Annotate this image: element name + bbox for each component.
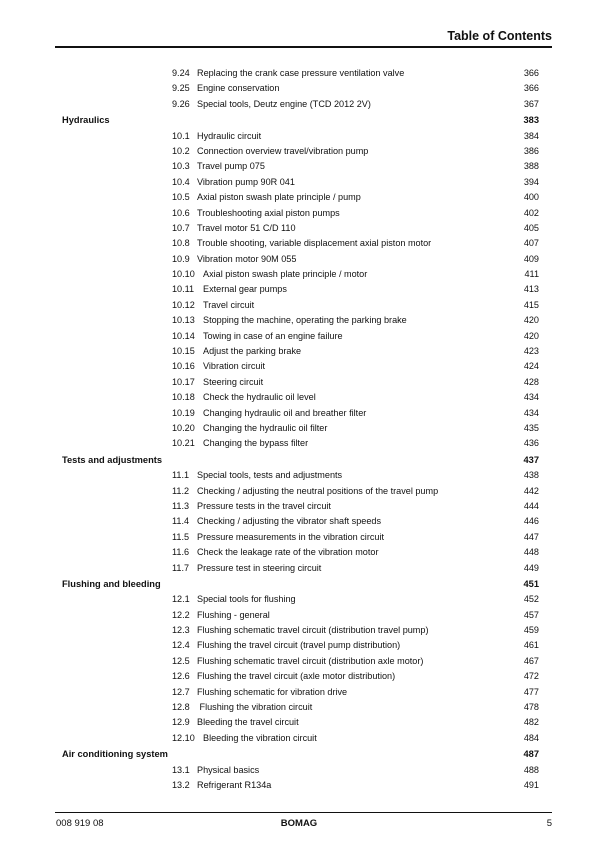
toc-entry[interactable] bbox=[0, 97, 598, 112]
toc-entry-page: 442 bbox=[523, 485, 539, 496]
toc-entry-page: 420 bbox=[523, 330, 539, 341]
toc-entry-title: External gear pumps bbox=[203, 284, 287, 295]
toc-section-title: Hydraulics bbox=[62, 115, 110, 126]
toc-entry[interactable] bbox=[0, 436, 598, 451]
toc-entry-title: Flushing schematic travel circuit (distribution axle motor) bbox=[197, 655, 424, 666]
toc-entry-number: 10.12 bbox=[172, 299, 195, 310]
toc-section-page: 383 bbox=[523, 115, 539, 126]
toc-entry[interactable] bbox=[0, 545, 598, 560]
toc-list bbox=[0, 66, 598, 793]
toc-entry-title: Vibration pump 90R 041 bbox=[197, 176, 295, 187]
toc-entry-page: 409 bbox=[523, 253, 539, 264]
toc-entry-title: Special tools, Deutz engine (TCD 2012 2V) bbox=[197, 98, 371, 109]
toc-entry-page: 415 bbox=[523, 299, 539, 310]
toc-entry-number: 13.2 bbox=[172, 779, 190, 790]
toc-entry[interactable] bbox=[0, 421, 598, 436]
toc-entry-title: Flushing - general bbox=[197, 609, 270, 620]
toc-entry[interactable] bbox=[0, 236, 598, 251]
toc-entry-page: 478 bbox=[523, 702, 539, 713]
toc-entry-page: 491 bbox=[523, 779, 539, 790]
toc-entry-number: 10.10 bbox=[172, 269, 195, 280]
toc-entry-title: Special tools, tests and adjustments bbox=[197, 470, 343, 481]
toc-entry-number: 10.6 bbox=[172, 207, 190, 218]
toc-entry-page: 438 bbox=[523, 470, 539, 481]
toc-entry-page: 405 bbox=[523, 222, 539, 233]
toc-entry-page: 413 bbox=[523, 284, 539, 295]
toc-entry-title: Bleeding the travel circuit bbox=[197, 717, 299, 728]
toc-entry-title: Stopping the machine, operating the parking brake bbox=[203, 315, 407, 326]
toc-entry[interactable] bbox=[0, 499, 598, 514]
toc-entry-page: 411 bbox=[524, 269, 539, 280]
toc-entry-page: 448 bbox=[523, 547, 539, 558]
toc-entry[interactable] bbox=[0, 763, 598, 778]
toc-section[interactable] bbox=[0, 576, 598, 592]
toc-entry-number: 10.3 bbox=[172, 161, 190, 172]
toc-entry-page: 461 bbox=[523, 640, 539, 651]
toc-entry[interactable] bbox=[0, 190, 598, 205]
toc-entry[interactable] bbox=[0, 778, 598, 793]
toc-entry-page: 452 bbox=[523, 594, 539, 605]
toc-entry-number: 9.24 bbox=[172, 68, 190, 78]
toc-entry[interactable] bbox=[0, 159, 598, 174]
toc-entry-title: Vibration circuit bbox=[203, 361, 265, 372]
toc-entry-number: 12.4 bbox=[172, 640, 190, 651]
toc-entry[interactable] bbox=[0, 66, 598, 81]
toc-entry-title: Physical basics bbox=[197, 764, 260, 775]
toc-entry-title: Changing hydraulic oil and breather filter bbox=[203, 407, 367, 418]
toc-entry-title: Pressure test in steering circuit bbox=[197, 562, 322, 573]
toc-entry-title: Refrigerant R134a bbox=[197, 779, 272, 790]
toc-entry[interactable] bbox=[0, 731, 598, 746]
toc-entry[interactable] bbox=[0, 175, 598, 190]
toc-entry[interactable] bbox=[0, 221, 598, 236]
toc-entry-number: 12.10 bbox=[172, 732, 195, 743]
toc-entry-title: Trouble shooting, variable displacement axial piston motor bbox=[197, 238, 432, 249]
toc-entry-page: 449 bbox=[523, 562, 539, 573]
toc-entry-number: 11.3 bbox=[172, 500, 190, 511]
toc-entry-page: 367 bbox=[523, 98, 539, 109]
toc-entry-page: 366 bbox=[523, 68, 539, 78]
toc-entry-page: 484 bbox=[523, 732, 539, 743]
toc-entry-number: 11.6 bbox=[172, 547, 190, 558]
toc-entry-title: Connection overview travel/vibration pump bbox=[197, 145, 369, 156]
toc-entry-page: 488 bbox=[523, 764, 539, 775]
toc-entry[interactable] bbox=[0, 267, 598, 282]
toc-entry[interactable] bbox=[0, 514, 598, 529]
toc-entry[interactable] bbox=[0, 329, 598, 344]
toc-entry-title: Flushing the travel circuit (travel pump distribution) bbox=[197, 640, 401, 651]
toc-entry-number: 10.2 bbox=[172, 145, 190, 156]
toc-entry[interactable] bbox=[0, 406, 598, 421]
toc-entry-number: 11.7 bbox=[172, 562, 190, 573]
toc-entry-number: 10.21 bbox=[172, 438, 195, 449]
toc-entry-title: Changing the hydraulic oil filter bbox=[203, 422, 328, 433]
toc-entry-page: 388 bbox=[523, 161, 539, 172]
toc-entry[interactable] bbox=[0, 129, 598, 144]
toc-entry[interactable] bbox=[0, 608, 598, 623]
toc-entry[interactable] bbox=[0, 206, 598, 221]
toc-section-page: 437 bbox=[523, 454, 539, 465]
toc-entry-number: 12.2 bbox=[172, 609, 190, 620]
toc-entry-page: 394 bbox=[523, 176, 539, 187]
toc-entry-number: 10.17 bbox=[172, 376, 195, 387]
toc-entry-page: 428 bbox=[523, 376, 539, 387]
brand-name: BOMAG bbox=[280, 818, 318, 829]
toc-section[interactable] bbox=[0, 452, 598, 468]
toc-entry[interactable] bbox=[0, 685, 598, 700]
toc-entry-title: Special tools for flushing bbox=[197, 594, 296, 605]
toc-entry-title: Changing the bypass filter bbox=[203, 438, 309, 449]
toc-entry-number: 11.1 bbox=[172, 470, 190, 481]
toc-entry-title: Troubleshooting axial piston pumps bbox=[197, 207, 340, 218]
toc-entry-title: Axial piston swash plate principle / pump bbox=[197, 192, 361, 203]
toc-entry-number: 10.4 bbox=[172, 176, 190, 187]
toc-entry-page: 424 bbox=[523, 361, 539, 372]
toc-entry-title: Pressure measurements in the vibration circuit bbox=[197, 531, 385, 542]
toc-entry[interactable] bbox=[0, 282, 598, 297]
toc-entry-page: 467 bbox=[523, 655, 539, 666]
toc-entry-page: 423 bbox=[523, 346, 539, 357]
toc-entry[interactable] bbox=[0, 592, 598, 607]
toc-entry-number: 12.7 bbox=[172, 686, 190, 697]
toc-section-title: Air conditioning system bbox=[62, 749, 168, 760]
toc-section-page: 487 bbox=[523, 749, 539, 760]
toc-entry-number: 10.5 bbox=[172, 192, 190, 203]
toc-entry-title: Bleeding the vibration circuit bbox=[203, 732, 317, 743]
toc-entry-page: 459 bbox=[523, 625, 539, 636]
toc-entry-page: 366 bbox=[523, 83, 539, 94]
toc-entry-number: 12.6 bbox=[172, 671, 190, 682]
toc-entry-title: Check the leakage rate of the vibration motor bbox=[197, 547, 379, 558]
toc-entry-title: Flushing the travel circuit (axle motor distribution) bbox=[197, 671, 396, 682]
toc-entry-title: Flushing the vibration circuit bbox=[197, 702, 313, 713]
toc-entry-number: 11.2 bbox=[172, 485, 190, 496]
toc-entry-number: 12.5 bbox=[172, 655, 190, 666]
toc-entry-title: Checking / adjusting the vibrator shaft speeds bbox=[197, 516, 382, 527]
page-title: Table of Contents bbox=[447, 29, 552, 43]
toc-entry[interactable] bbox=[0, 530, 598, 545]
toc-entry-number: 10.11 bbox=[172, 284, 195, 295]
toc-entry-title: Travel motor 51 C/D 110 bbox=[197, 222, 296, 233]
toc-entry-page: 472 bbox=[523, 671, 539, 682]
toc-entry[interactable] bbox=[0, 700, 598, 715]
toc-section[interactable] bbox=[0, 112, 598, 128]
toc-entry[interactable] bbox=[0, 298, 598, 313]
toc-entry[interactable] bbox=[0, 654, 598, 669]
toc-entry-number: 10.8 bbox=[172, 238, 190, 249]
toc-entry-number: 13.1 bbox=[172, 764, 190, 775]
toc-entry-number: 10.16 bbox=[172, 361, 195, 372]
page-number: 5 bbox=[546, 818, 552, 829]
toc-section[interactable] bbox=[0, 746, 598, 762]
toc-entry-page: 434 bbox=[523, 407, 539, 418]
toc-entry[interactable] bbox=[0, 313, 598, 328]
toc-entry-title: Steering circuit bbox=[203, 376, 264, 387]
toc-entry-title: Pressure tests in the travel circuit bbox=[197, 500, 331, 511]
toc-entry[interactable] bbox=[0, 561, 598, 576]
toc-entry-title: Travel circuit bbox=[203, 299, 255, 310]
toc-entry-title: Checking / adjusting the neutral positions of the travel pump bbox=[197, 485, 439, 496]
toc-entry-number: 10.9 bbox=[172, 253, 190, 264]
toc-entry-page: 457 bbox=[523, 609, 539, 620]
toc-entry[interactable] bbox=[0, 638, 598, 653]
toc-entry-page: 436 bbox=[523, 438, 539, 449]
toc-entry-page: 435 bbox=[523, 422, 539, 433]
toc-entry-page: 386 bbox=[523, 145, 539, 156]
toc-entry-title: Travel pump 075 bbox=[197, 161, 265, 172]
toc-section-title: Tests and adjustments bbox=[62, 454, 163, 465]
toc-entry-page: 384 bbox=[523, 130, 539, 141]
toc-entry-page: 444 bbox=[523, 500, 539, 511]
toc-entry-page: 400 bbox=[523, 192, 539, 203]
toc-entry-number: 10.13 bbox=[172, 315, 195, 326]
toc-entry[interactable] bbox=[0, 144, 598, 159]
footer-divider bbox=[55, 812, 552, 813]
toc-entry-page: 434 bbox=[523, 392, 539, 403]
toc-entry-title: Replacing the crank case pressure ventilation valve bbox=[197, 68, 405, 78]
toc-entry-number: 10.15 bbox=[172, 346, 195, 357]
toc-entry-number: 10.18 bbox=[172, 392, 195, 403]
toc-entry-number: 11.4 bbox=[172, 516, 190, 527]
toc-entry-page: 482 bbox=[523, 717, 539, 728]
toc-entry-number: 10.19 bbox=[172, 407, 195, 418]
toc-entry-page: 407 bbox=[523, 238, 539, 249]
toc-entry[interactable] bbox=[0, 375, 598, 390]
toc-entry-page: 420 bbox=[523, 315, 539, 326]
toc-entry-title: Check the hydraulic oil level bbox=[203, 392, 316, 403]
document-number: 008 919 08 bbox=[56, 818, 104, 829]
toc-section-title: Flushing and bleeding bbox=[62, 578, 161, 589]
toc-entry[interactable] bbox=[0, 468, 598, 483]
toc-entry[interactable] bbox=[0, 390, 598, 405]
toc-entry-number: 9.25 bbox=[172, 83, 190, 94]
toc-entry-title: Flushing schematic travel circuit (distribution travel pump) bbox=[197, 625, 429, 636]
toc-entry-page: 446 bbox=[523, 516, 539, 527]
toc-entry-title: Hydraulic circuit bbox=[197, 130, 262, 141]
toc-entry[interactable] bbox=[0, 715, 598, 730]
toc-entry-title: Vibration motor 90M 055 bbox=[197, 253, 297, 264]
toc-entry[interactable] bbox=[0, 81, 598, 96]
toc-entry-number: 10.14 bbox=[172, 330, 195, 341]
toc-section-page: 451 bbox=[523, 578, 539, 589]
toc-entry-title: Towing in case of an engine failure bbox=[203, 330, 343, 341]
toc-entry-number: 12.9 bbox=[172, 717, 190, 728]
toc-entry[interactable] bbox=[0, 484, 598, 499]
toc-entry-title: Flushing schematic for vibration drive bbox=[197, 686, 348, 697]
toc-entry-page: 477 bbox=[523, 686, 539, 697]
toc-entry-title: Adjust the parking brake bbox=[203, 346, 302, 357]
toc-entry-number: 10.20 bbox=[172, 422, 195, 433]
toc-entry[interactable] bbox=[0, 359, 598, 374]
toc-entry[interactable] bbox=[0, 669, 598, 684]
toc-entry-number: 12.8 bbox=[172, 702, 190, 713]
toc-entry-number: 12.1 bbox=[172, 594, 190, 605]
toc-entry-title: Engine conservation bbox=[197, 83, 280, 94]
header-divider bbox=[55, 46, 552, 48]
toc-entry-number: 11.5 bbox=[172, 531, 190, 542]
toc-entry-number: 9.26 bbox=[172, 98, 190, 109]
toc-entry-number: 10.7 bbox=[172, 222, 190, 233]
toc-entry[interactable] bbox=[0, 252, 598, 267]
toc-entry-page: 447 bbox=[523, 531, 539, 542]
toc-entry-title: Axial piston swash plate principle / motor bbox=[203, 269, 368, 280]
toc-entry-number: 10.1 bbox=[172, 130, 190, 141]
toc-entry-page: 402 bbox=[523, 207, 539, 218]
toc-entry-number: 12.3 bbox=[172, 625, 190, 636]
toc-entry[interactable] bbox=[0, 623, 598, 638]
toc-entry[interactable] bbox=[0, 344, 598, 359]
